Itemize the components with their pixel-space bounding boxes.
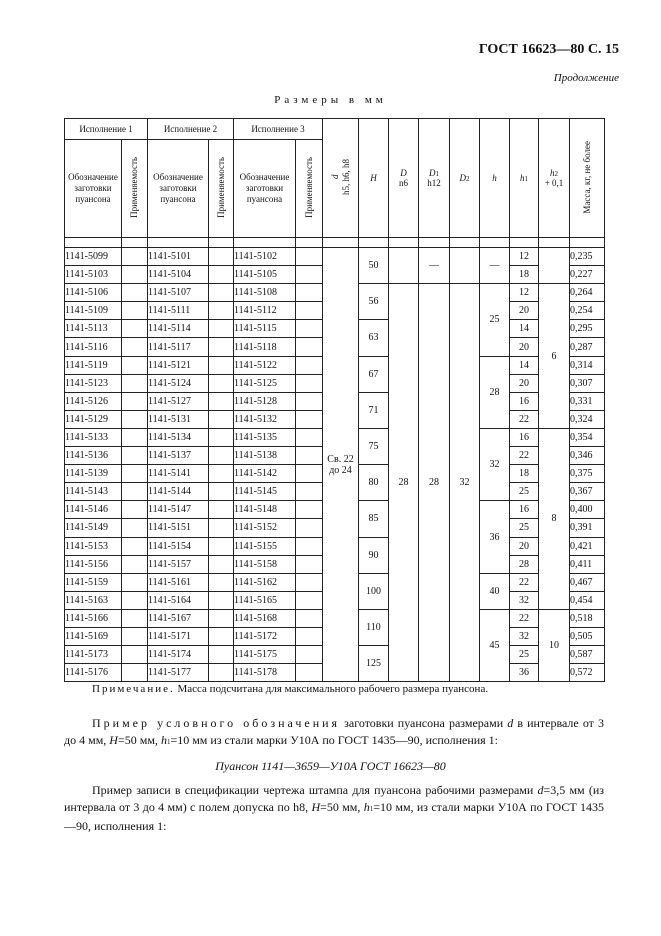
exec3-applicability xyxy=(296,573,323,591)
exec1-applicability xyxy=(122,537,148,555)
h1-value: 20 xyxy=(510,302,539,320)
note-lead: Примечание. xyxy=(92,683,175,695)
h-value: 40 xyxy=(480,573,510,609)
exec1-designation: 1141-5169 xyxy=(65,627,122,645)
h1-header: h1 xyxy=(510,119,539,238)
exec2-applicability xyxy=(209,374,234,392)
h2-blank xyxy=(539,248,570,284)
exec1-applicability xyxy=(122,573,148,591)
exec2-applicability xyxy=(209,284,234,302)
exec2-applicability xyxy=(209,465,234,483)
exec2-designation: 1141-5107 xyxy=(148,284,209,302)
exec3-designation: 1141-5162 xyxy=(234,573,296,591)
h2-header: h2 + 0,1 xyxy=(539,119,570,238)
exec1-applicability xyxy=(122,501,148,519)
exec3-applicability xyxy=(296,519,323,537)
exec3-designation: 1141-5122 xyxy=(234,356,296,374)
mass-value: 0,375 xyxy=(570,465,605,483)
exec3-applicability xyxy=(296,483,323,501)
exec3-designation: 1141-5125 xyxy=(234,374,296,392)
exec1-applicability xyxy=(122,591,148,609)
exec3-designation: 1141-5158 xyxy=(234,555,296,573)
exec1-designation: 1141-5123 xyxy=(65,374,122,392)
exec1-applicability xyxy=(122,302,148,320)
exec2-applicability xyxy=(209,320,234,338)
exec3-applicability xyxy=(296,447,323,465)
designation-header-1: Обозначение заготовки пуансона xyxy=(65,140,122,238)
mass-value: 0,235 xyxy=(570,248,605,266)
exec2-designation: 1141-5101 xyxy=(148,248,209,266)
mass-header: Масса, кг, не более xyxy=(570,119,605,238)
dimensions-table xyxy=(64,118,605,682)
h1-value: 22 xyxy=(510,447,539,465)
designation-header-2: Обозначение заготовки пуансона xyxy=(148,140,209,238)
exec1-applicability xyxy=(122,410,148,428)
exec3-designation: 1141-5165 xyxy=(234,591,296,609)
h1-value: 18 xyxy=(510,465,539,483)
mass-value: 0,391 xyxy=(570,519,605,537)
exec1-header: Исполнение 1 xyxy=(65,119,148,140)
H-value: 75 xyxy=(359,428,389,464)
exec3-designation: 1141-5102 xyxy=(234,248,296,266)
h-value: 25 xyxy=(480,284,510,356)
exec1-applicability xyxy=(122,646,148,664)
exec2-designation: 1141-5111 xyxy=(148,302,209,320)
exec3-designation: 1141-5148 xyxy=(234,501,296,519)
exec1-designation: 1141-5126 xyxy=(65,392,122,410)
exec1-designation: 1141-5129 xyxy=(65,410,122,428)
exec3-designation: 1141-5152 xyxy=(234,519,296,537)
note-text: Масса подсчитана для максимального рабочего размера пуансона. xyxy=(177,683,489,695)
H-value: 90 xyxy=(359,537,389,573)
exec1-designation: 1141-5163 xyxy=(65,591,122,609)
exec3-designation: 1141-5168 xyxy=(234,609,296,627)
exec1-designation: 1141-5099 xyxy=(65,248,122,266)
applicability-header-1: Применяемость xyxy=(122,140,148,238)
exec3-designation: 1141-5138 xyxy=(234,447,296,465)
exec3-designation: 1141-5128 xyxy=(234,392,296,410)
exec1-designation: 1141-5103 xyxy=(65,266,122,284)
exec1-designation: 1141-5139 xyxy=(65,465,122,483)
mass-value: 0,411 xyxy=(570,555,605,573)
mass-value: 0,307 xyxy=(570,374,605,392)
D-value: 28 xyxy=(389,284,419,682)
h1-value: 22 xyxy=(510,410,539,428)
exec1-applicability xyxy=(122,356,148,374)
exec3-designation: 1141-5112 xyxy=(234,302,296,320)
exec2-designation: 1141-5151 xyxy=(148,519,209,537)
exec2-applicability xyxy=(209,410,234,428)
exec1-designation: 1141-5119 xyxy=(65,356,122,374)
h1-value: 18 xyxy=(510,266,539,284)
specification-example-paragraph: Пример записи в спецификации чертежа штампа для пуансона рабочими размерами d=3,5 мм (из интервала от 3 до 4 мм) с полем допуска по h8, H=50 мм, h1=10 мм, из стали марки У10А по ГОСТ 1435—90, исполнения 1: xyxy=(64,783,605,833)
exec2-designation: 1141-5177 xyxy=(148,664,209,682)
exec1-designation: 1141-5116 xyxy=(65,338,122,356)
H-value: 80 xyxy=(359,465,389,501)
d-value: Св. 22 до 24 xyxy=(323,248,359,682)
exec2-designation: 1141-5141 xyxy=(148,465,209,483)
D-header: D n6 xyxy=(389,119,419,238)
exec1-applicability xyxy=(122,627,148,645)
exec1-applicability xyxy=(122,555,148,573)
exec1-applicability xyxy=(122,338,148,356)
h-header: h xyxy=(480,119,510,238)
exec3-applicability xyxy=(296,664,323,682)
mass-value: 0,324 xyxy=(570,410,605,428)
exec1-designation: 1141-5166 xyxy=(65,609,122,627)
h1-value: 16 xyxy=(510,392,539,410)
continuation-label: Продолжение xyxy=(553,72,619,84)
h1-value: 12 xyxy=(510,284,539,302)
exec3-designation: 1141-5155 xyxy=(234,537,296,555)
exec1-designation: 1141-5156 xyxy=(65,555,122,573)
exec1-designation: 1141-5149 xyxy=(65,519,122,537)
mass-value: 0,227 xyxy=(570,266,605,284)
mass-value: 0,254 xyxy=(570,302,605,320)
exec2-designation: 1141-5171 xyxy=(148,627,209,645)
exec2-designation: 1141-5117 xyxy=(148,338,209,356)
h1-value: 32 xyxy=(510,627,539,645)
mass-value: 0,331 xyxy=(570,392,605,410)
mass-value: 0,346 xyxy=(570,447,605,465)
h1-value: 20 xyxy=(510,338,539,356)
designation-header-3: Обозначение заготовки пуансона xyxy=(234,140,296,238)
exec1-designation: 1141-5113 xyxy=(65,320,122,338)
exec2-applicability xyxy=(209,664,234,682)
exec3-applicability xyxy=(296,284,323,302)
H-value: 67 xyxy=(359,356,389,392)
h1-value: 14 xyxy=(510,320,539,338)
exec2-applicability xyxy=(209,646,234,664)
exec1-applicability xyxy=(122,447,148,465)
exec2-designation: 1141-5154 xyxy=(148,537,209,555)
table-body xyxy=(65,248,605,682)
H-value: 71 xyxy=(359,392,389,428)
exec3-designation: 1141-5105 xyxy=(234,266,296,284)
exec3-header: Исполнение 3 xyxy=(234,119,323,140)
exec2-applicability xyxy=(209,266,234,284)
exec3-applicability xyxy=(296,320,323,338)
table-title: Размеры в мм xyxy=(274,94,387,106)
h1-value: 20 xyxy=(510,374,539,392)
exec3-applicability xyxy=(296,609,323,627)
exec1-applicability xyxy=(122,392,148,410)
exec1-applicability xyxy=(122,428,148,446)
mass-value: 0,454 xyxy=(570,591,605,609)
exec3-applicability xyxy=(296,392,323,410)
exec3-applicability xyxy=(296,410,323,428)
exec1-designation: 1141-5153 xyxy=(65,537,122,555)
example-designation-paragraph: Пример условного обозначения заготовки пуансона размерами d в интервале от 3 до 4 мм, H=50 мм, h1=10 мм из стали марки У10А по ГОСТ 1435—90, исполнения 1: xyxy=(64,716,605,747)
mass-value: 0,287 xyxy=(570,338,605,356)
mass-value: 0,421 xyxy=(570,537,605,555)
h1-value: 22 xyxy=(510,573,539,591)
h1-value: 25 xyxy=(510,483,539,501)
h1-value: 12 xyxy=(510,248,539,266)
exec2-applicability xyxy=(209,573,234,591)
h2-value: 8 xyxy=(539,428,570,609)
exec2-applicability xyxy=(209,356,234,374)
h2-value: 10 xyxy=(539,609,570,681)
exec3-applicability xyxy=(296,266,323,284)
exec3-applicability xyxy=(296,248,323,266)
exec3-designation: 1141-5115 xyxy=(234,320,296,338)
exec1-designation: 1141-5136 xyxy=(65,447,122,465)
H-value: 125 xyxy=(359,646,389,682)
exec3-designation: 1141-5108 xyxy=(234,284,296,302)
H-value: 85 xyxy=(359,501,389,537)
exec2-designation: 1141-5104 xyxy=(148,266,209,284)
applicability-header-2: Применяемость xyxy=(209,140,234,238)
exec3-designation: 1141-5132 xyxy=(234,410,296,428)
exec3-applicability xyxy=(296,374,323,392)
exec1-applicability xyxy=(122,266,148,284)
exec1-applicability xyxy=(122,664,148,682)
H-value: 56 xyxy=(359,284,389,320)
exec2-designation: 1141-5164 xyxy=(148,591,209,609)
h1-value: 25 xyxy=(510,646,539,664)
exec2-designation: 1141-5134 xyxy=(148,428,209,446)
exec3-applicability xyxy=(296,627,323,645)
h1-value: 25 xyxy=(510,519,539,537)
exec2-designation: 1141-5127 xyxy=(148,392,209,410)
mass-value: 0,467 xyxy=(570,573,605,591)
D1-dash: — xyxy=(419,248,450,284)
H-header: H xyxy=(359,119,389,238)
h1-value: 28 xyxy=(510,555,539,573)
exec2-designation: 1141-5121 xyxy=(148,356,209,374)
mass-value: 0,354 xyxy=(570,428,605,446)
mass-value: 0,400 xyxy=(570,501,605,519)
exec2-applicability xyxy=(209,627,234,645)
exec2-applicability xyxy=(209,428,234,446)
exec1-applicability xyxy=(122,465,148,483)
exec2-designation: 1141-5174 xyxy=(148,646,209,664)
exec1-applicability xyxy=(122,483,148,501)
H-value: 110 xyxy=(359,609,389,645)
mass-value: 0,314 xyxy=(570,356,605,374)
h1-value: 22 xyxy=(510,609,539,627)
exec1-designation: 1141-5133 xyxy=(65,428,122,446)
exec2-designation: 1141-5137 xyxy=(148,447,209,465)
exec1-applicability xyxy=(122,284,148,302)
exec2-applicability xyxy=(209,501,234,519)
D2-value: 32 xyxy=(450,284,480,682)
exec1-designation: 1141-5109 xyxy=(65,302,122,320)
exec3-applicability xyxy=(296,537,323,555)
h-value: 45 xyxy=(480,609,510,681)
exec1-applicability xyxy=(122,609,148,627)
page-header: ГОСТ 16623—80 С. 15 xyxy=(478,42,619,57)
D2-blank xyxy=(450,248,480,284)
exec1-designation: 1141-5143 xyxy=(65,483,122,501)
exec2-applicability xyxy=(209,302,234,320)
exec3-applicability xyxy=(296,646,323,664)
exec3-designation: 1141-5175 xyxy=(234,646,296,664)
exec3-designation: 1141-5172 xyxy=(234,627,296,645)
mass-value: 0,367 xyxy=(570,483,605,501)
mass-value: 0,264 xyxy=(570,284,605,302)
exec2-designation: 1141-5131 xyxy=(148,410,209,428)
exec3-applicability xyxy=(296,555,323,573)
h1-value: 16 xyxy=(510,501,539,519)
exec2-designation: 1141-5124 xyxy=(148,374,209,392)
H-value: 63 xyxy=(359,320,389,356)
h1-value: 32 xyxy=(510,591,539,609)
exec2-designation: 1141-5161 xyxy=(148,573,209,591)
h-value: 36 xyxy=(480,501,510,573)
h1-value: 20 xyxy=(510,537,539,555)
h-value: 28 xyxy=(480,356,510,428)
exec2-applicability xyxy=(209,447,234,465)
exec3-applicability xyxy=(296,591,323,609)
exec1-designation: 1141-5159 xyxy=(65,573,122,591)
exec3-applicability xyxy=(296,356,323,374)
exec2-applicability xyxy=(209,609,234,627)
exec3-designation: 1141-5145 xyxy=(234,483,296,501)
exec2-designation: 1141-5147 xyxy=(148,501,209,519)
exec2-designation: 1141-5144 xyxy=(148,483,209,501)
mass-value: 0,572 xyxy=(570,664,605,682)
h2-value: 6 xyxy=(539,284,570,429)
mass-value: 0,518 xyxy=(570,609,605,627)
exec1-applicability xyxy=(122,374,148,392)
D1-value: 28 xyxy=(419,284,450,682)
exec2-applicability xyxy=(209,555,234,573)
exec3-applicability xyxy=(296,302,323,320)
note xyxy=(92,683,488,695)
exec1-applicability xyxy=(122,248,148,266)
exec2-applicability xyxy=(209,483,234,501)
mass-value: 0,587 xyxy=(570,646,605,664)
D1-header: D1 h12 xyxy=(419,119,450,238)
exec1-designation: 1141-5146 xyxy=(65,501,122,519)
D-blank xyxy=(389,248,419,284)
exec2-applicability xyxy=(209,519,234,537)
exec1-designation: 1141-5106 xyxy=(65,284,122,302)
exec3-designation: 1141-5118 xyxy=(234,338,296,356)
exec3-designation: 1141-5135 xyxy=(234,428,296,446)
exec2-applicability xyxy=(209,338,234,356)
exec2-applicability xyxy=(209,537,234,555)
exec2-header: Исполнение 2 xyxy=(148,119,234,140)
exec3-designation: 1141-5142 xyxy=(234,465,296,483)
h1-value: 36 xyxy=(510,664,539,682)
exec3-designation: 1141-5178 xyxy=(234,664,296,682)
exec2-designation: 1141-5167 xyxy=(148,609,209,627)
mass-value: 0,505 xyxy=(570,627,605,645)
h1-value: 16 xyxy=(510,428,539,446)
mass-value: 0,295 xyxy=(570,320,605,338)
d-header: d h5, h6, h8 xyxy=(323,119,359,238)
exec3-applicability xyxy=(296,501,323,519)
exec1-designation: 1141-5176 xyxy=(65,664,122,682)
exec3-applicability xyxy=(296,465,323,483)
H-value: 50 xyxy=(359,248,389,284)
exec1-designation: 1141-5173 xyxy=(65,646,122,664)
exec2-designation: 1141-5157 xyxy=(148,555,209,573)
exec1-applicability xyxy=(122,320,148,338)
exec2-applicability xyxy=(209,591,234,609)
exec3-applicability xyxy=(296,428,323,446)
D2-header: D2 xyxy=(450,119,480,238)
applicability-header-3: Применяемость xyxy=(296,140,323,238)
h-dash: — xyxy=(480,248,510,284)
designation-example: Пуансон 1141—3659—У10А ГОСТ 16623—80 xyxy=(215,759,446,773)
table-row xyxy=(65,248,605,266)
exec2-applicability xyxy=(209,392,234,410)
h-value: 32 xyxy=(480,428,510,500)
h1-value: 14 xyxy=(510,356,539,374)
H-value: 100 xyxy=(359,573,389,609)
exec2-designation: 1141-5114 xyxy=(148,320,209,338)
exec2-applicability xyxy=(209,248,234,266)
exec1-applicability xyxy=(122,519,148,537)
exec3-applicability xyxy=(296,338,323,356)
